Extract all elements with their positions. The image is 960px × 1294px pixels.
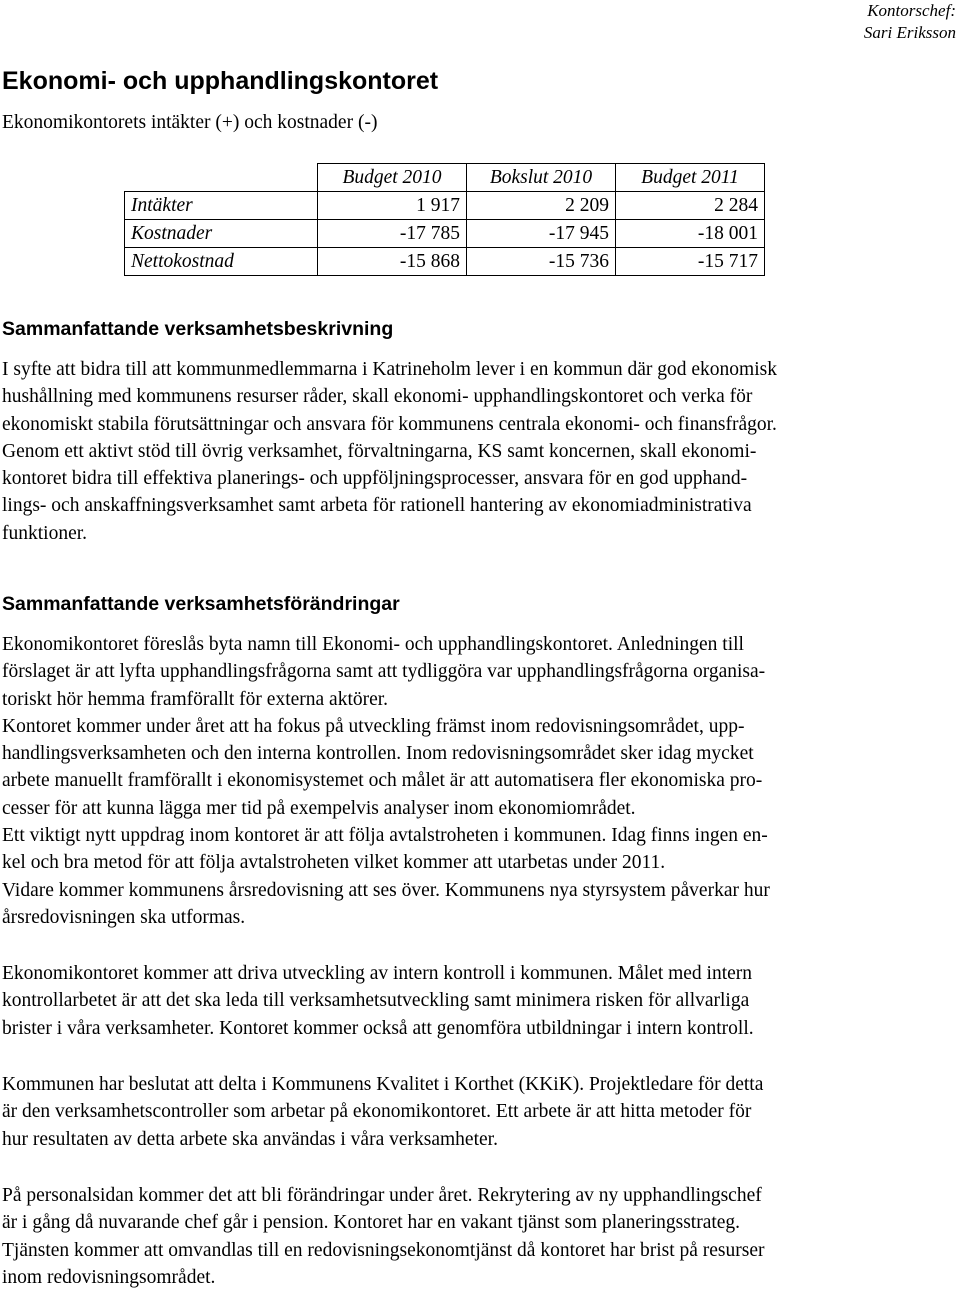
text-line: cesser för att kunna lägga mer tid på exempelvis analyser inom ekonomiområdet. — [2, 797, 636, 819]
changes-paragraph-2 — [2, 960, 956, 1042]
table-cell: -18 001 — [616, 220, 765, 248]
text-line: hur resultaten av detta arbete ska användas i våra verksamheter. — [2, 1128, 498, 1150]
column-header: Budget 2010 — [318, 164, 467, 192]
text-line: toriskt hör hemma framförallt för externa aktörer. — [2, 688, 389, 710]
table-caption: Ekonomikontorets intäkter (+) och kostnader (-) — [2, 112, 378, 133]
row-label: Nettokostnad — [125, 248, 318, 276]
section-heading-description: Sammanfattande verksamhetsbeskrivning — [2, 318, 394, 340]
text-line: brister i våra verksamheter. Kontoret kommer också att genomföra utbildningar i intern kontroll. — [2, 1017, 754, 1039]
changes-paragraph-1 — [2, 631, 956, 931]
text-line: kontrollarbetet är att det ska leda till verksamhetsutveckling samt minimera risken för allvarliga — [2, 990, 750, 1012]
text-line: Ett viktigt nytt uppdrag inom kontoret är att följa avtalstroheten i kommunen. Idag finns ingen en- — [2, 825, 768, 847]
column-header: Budget 2011 — [616, 164, 765, 192]
text-line: lings- och anskaffningsverksamhet samt arbeta för rationell hantering av ekonomiadministrativa — [2, 495, 752, 517]
table-row — [125, 248, 765, 276]
text-line: I syfte att bidra till att kommunmedlemmarna i Katrineholm lever i en kommun där god ekonomisk — [2, 359, 777, 380]
table-header-row — [125, 164, 765, 192]
text-line: Kontoret kommer under året att ha fokus på utveckling främst inom redovisningsområdet, upp- — [2, 715, 745, 737]
budget-table — [124, 163, 765, 276]
table-cell: -15 736 — [467, 248, 616, 276]
table-cell: -17 945 — [467, 220, 616, 248]
row-label: Kostnader — [125, 220, 318, 248]
text-line: Genom ett aktivt stöd till övrig verksamhet, förvaltningarna, KS samt koncernen, skall ekonomi- — [2, 440, 757, 462]
table-row — [125, 220, 765, 248]
text-line: Tjänsten kommer att omvandlas till en redovisningsekonomtjänst då kontoret har brist på resurser — [2, 1239, 765, 1261]
text-line: Vidare kommer kommunens årsredovisning att ses över. Kommunens nya styrsystem påverkar hur — [2, 879, 770, 901]
table-cell: 1 917 — [318, 192, 467, 220]
changes-paragraph-3 — [2, 1071, 956, 1153]
office-head-role: Kontorschef: — [867, 1, 956, 20]
office-head-name: Sari Eriksson — [863, 23, 956, 42]
description-paragraph — [2, 356, 956, 547]
text-line: Kommunen har beslutat att delta i Kommunens Kvalitet i Korthet (KKiK). Projektledare för detta — [2, 1074, 764, 1095]
page-title: Ekonomi- och upphandlingskontoret — [2, 67, 439, 95]
section-heading-changes: Sammanfattande verksamhetsförändringar — [2, 593, 400, 615]
text-line: årsredovisningen ska utformas. — [2, 906, 246, 928]
changes-paragraph-4 — [2, 1182, 956, 1291]
table-row — [125, 192, 765, 220]
text-line: ekonomiskt stabila förutsättningar och ansvara för kommunens centrala ekonomi- och finansfrågor. — [2, 413, 777, 435]
table-cell: 2 209 — [467, 192, 616, 220]
text-line: funktioner. — [2, 522, 88, 544]
table-cell: 2 284 — [616, 192, 765, 220]
table-cell: -15 868 — [318, 248, 467, 276]
text-line: Ekonomikontoret föreslås byta namn till Ekonomi- och upphandlingskontoret. Anledningen till — [2, 634, 744, 655]
table-corner-cell — [125, 164, 318, 192]
text-line: är i gång då nuvarande chef går i pension. Kontoret har en vakant tjänst som planeringsstrateg. — [2, 1212, 741, 1234]
table-cell: -17 785 — [318, 220, 467, 248]
text-line: kontoret bidra till effektiva planerings- och uppföljningsprocesser, ansvara för en god upphand- — [2, 468, 748, 490]
text-line: är den verksamhetscontroller som arbetar på ekonomikontoret. Ett arbete är att hitta metoder för — [2, 1101, 752, 1123]
text-line: hushållning med kommunens resurser råder, skall ekonomi- upphandlingskontoret och verka för — [2, 386, 753, 408]
text-line: förslaget är att lyfta upphandlingsfrågorna samt att tydliggöra var upphandlingsfrågorna organisa- — [2, 661, 766, 683]
text-line: På personalsidan kommer det att bli förändringar under året. Rekrytering av ny upphandlingschef — [2, 1185, 762, 1206]
text-line: handlingsverksamheten och den interna kontrollen. Inom redovisningsområdet sker idag mycket — [2, 743, 754, 765]
row-label: Intäkter — [125, 192, 318, 220]
table-cell: -15 717 — [616, 248, 765, 276]
column-header: Bokslut 2010 — [467, 164, 616, 192]
text-line: arbete manuellt framförallt i ekonomisystemet och målet är att automatisera fler ekonomiska pro- — [2, 770, 763, 792]
office-head-contact — [864, 0, 956, 44]
text-line: inom redovisningsområdet. — [2, 1266, 216, 1288]
text-line: kel och bra metod för att följa avtalstroheten vilket kommer att utarbetas under 2011. — [2, 852, 666, 874]
text-line: Ekonomikontoret kommer att driva utveckling av intern kontroll i kommunen. Målet med intern — [2, 963, 753, 984]
